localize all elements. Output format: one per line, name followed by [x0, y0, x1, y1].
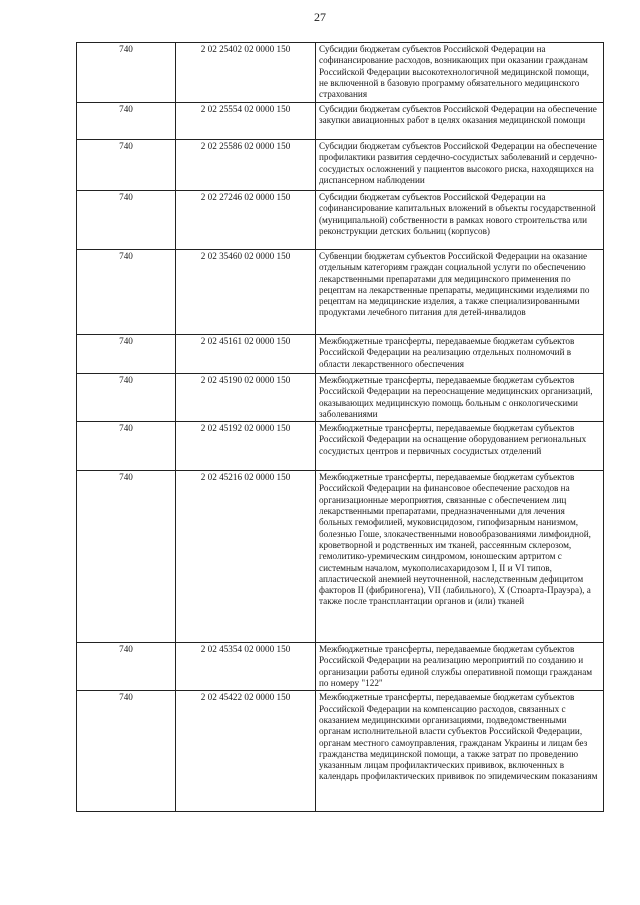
description-cell: Межбюджетные трансферты, передаваемые бюджетам субъектов Российской Федерации на финансовое обеспечение расходов на организационные мероприятия, связанные с обеспечением лиц лекарственными препаратами, предназначенными для лечения больных гемофилией, муковисцидозом, гипофизарным нанизмом, болезнью Гоше, злокачественными новообразованиями лимфоидной, кроветворной и родственных им тканей, рассеянным склерозом, гемолитико-уремическим синдромом, юношеским артритом с системным началом, мукополисахаридозом I, II и VI типов, апластической анемией неуточненной, наследственным дефицитом факторов II (фибриногена), VII (лабильного), X (Стюарта-Прауэра), а также после трансплантации органов и (или) тканей — [316, 471, 604, 643]
admin-code-cell: 740 — [77, 691, 176, 812]
description-cell: Межбюджетные трансферты, передаваемые бюджетам субъектов Российской Федерации на переоснащение медицинских организаций, оказывающих медицинскую помощь больным с онкологическими заболеваниями — [316, 374, 604, 422]
table-row — [77, 335, 604, 374]
table-row — [77, 643, 604, 691]
budget-code-cell: 2 02 35460 02 0000 150 — [176, 250, 316, 335]
table-row — [77, 374, 604, 422]
admin-code-cell: 740 — [77, 471, 176, 643]
page-number: 27 — [314, 10, 326, 24]
admin-code-cell: 740 — [77, 250, 176, 335]
admin-code-cell: 740 — [77, 643, 176, 691]
admin-code-cell: 740 — [77, 191, 176, 250]
admin-code-cell: 740 — [77, 140, 176, 191]
budget-code-cell: 2 02 45192 02 0000 150 — [176, 422, 316, 471]
table-row — [77, 43, 604, 103]
budget-code-cell: 2 02 45422 02 0000 150 — [176, 691, 316, 812]
admin-code-cell: 740 — [77, 103, 176, 140]
budget-code-cell: 2 02 27246 02 0000 150 — [176, 191, 316, 250]
description-cell: Межбюджетные трансферты, передаваемые бюджетам субъектов Российской Федерации на компенсацию расходов, связанных с оказанием медицинскими организациями, подведомственными органам исполнительной власти субъектов Российской Федерации, органам местного самоуправления, гражданам Украины и лицам без гражданства медицинской помощи, а также затрат по проведению указанным лицам профилактических прививок, включенных в календарь профилактических прививок по эпидемическим показаниям — [316, 691, 604, 812]
budget-code-cell: 2 02 45216 02 0000 150 — [176, 471, 316, 643]
description-cell: Межбюджетные трансферты, передаваемые бюджетам субъектов Российской Федерации на реализацию отдельных полномочий в области лекарственного обеспечения — [316, 335, 604, 374]
description-cell: Субсидии бюджетам субъектов Российской Федерации на софинансирование расходов, возникающих при оказании гражданам Российской Федерации высокотехнологичной медицинской помощи, не включенной в базовую программу обязательного медицинского страхования — [316, 43, 604, 103]
description-cell: Субсидии бюджетам субъектов Российской Федерации на софинансирование капитальных вложений в объекты государственной (муниципальной) собственности в рамках нового строительства или реконструкции детских больниц (корпусов) — [316, 191, 604, 250]
budget-code-cell: 2 02 45354 02 0000 150 — [176, 643, 316, 691]
budget-classification-table — [76, 42, 604, 812]
admin-code-cell: 740 — [77, 422, 176, 471]
table-row — [77, 471, 604, 643]
admin-code-cell: 740 — [77, 335, 176, 374]
description-cell: Субсидии бюджетам субъектов Российской Федерации на обеспечение закупки авиационных работ в целях оказания медицинской помощи — [316, 103, 604, 140]
budget-code-cell: 2 02 25586 02 0000 150 — [176, 140, 316, 191]
table-row — [77, 103, 604, 140]
description-cell: Субвенции бюджетам субъектов Российской Федерации на оказание отдельным категориям граждан социальной услуги по обеспечению лекарственными препаратами для медицинского применения по рецептам на лекарственные препараты, медицинскими изделиями по рецептам на медицинские изделия, а также специализированными продуктами лечебного питания для детей-инвалидов — [316, 250, 604, 335]
table-row — [77, 191, 604, 250]
table-row — [77, 250, 604, 335]
table-row — [77, 691, 604, 812]
budget-code-cell: 2 02 45161 02 0000 150 — [176, 335, 316, 374]
admin-code-cell: 740 — [77, 43, 176, 103]
table-row — [77, 140, 604, 191]
budget-code-cell: 2 02 45190 02 0000 150 — [176, 374, 316, 422]
description-cell: Субсидии бюджетам субъектов Российской Федерации на обеспечение профилактики развития сердечно-сосудистых заболеваний и сердечно-сосудистых осложнений у пациентов высокого риска, находящихся на диспансерном наблюдении — [316, 140, 604, 191]
description-cell: Межбюджетные трансферты, передаваемые бюджетам субъектов Российской Федерации на оснащение оборудованием региональных сосудистых центров и первичных сосудистых отделений — [316, 422, 604, 471]
description-cell: Межбюджетные трансферты, передаваемые бюджетам субъектов Российской Федерации на реализацию мероприятий по созданию и организации работы единой службы оперативной помощи гражданам по номеру "122" — [316, 643, 604, 691]
budget-code-cell: 2 02 25402 02 0000 150 — [176, 43, 316, 103]
table-row — [77, 422, 604, 471]
admin-code-cell: 740 — [77, 374, 176, 422]
budget-code-cell: 2 02 25554 02 0000 150 — [176, 103, 316, 140]
